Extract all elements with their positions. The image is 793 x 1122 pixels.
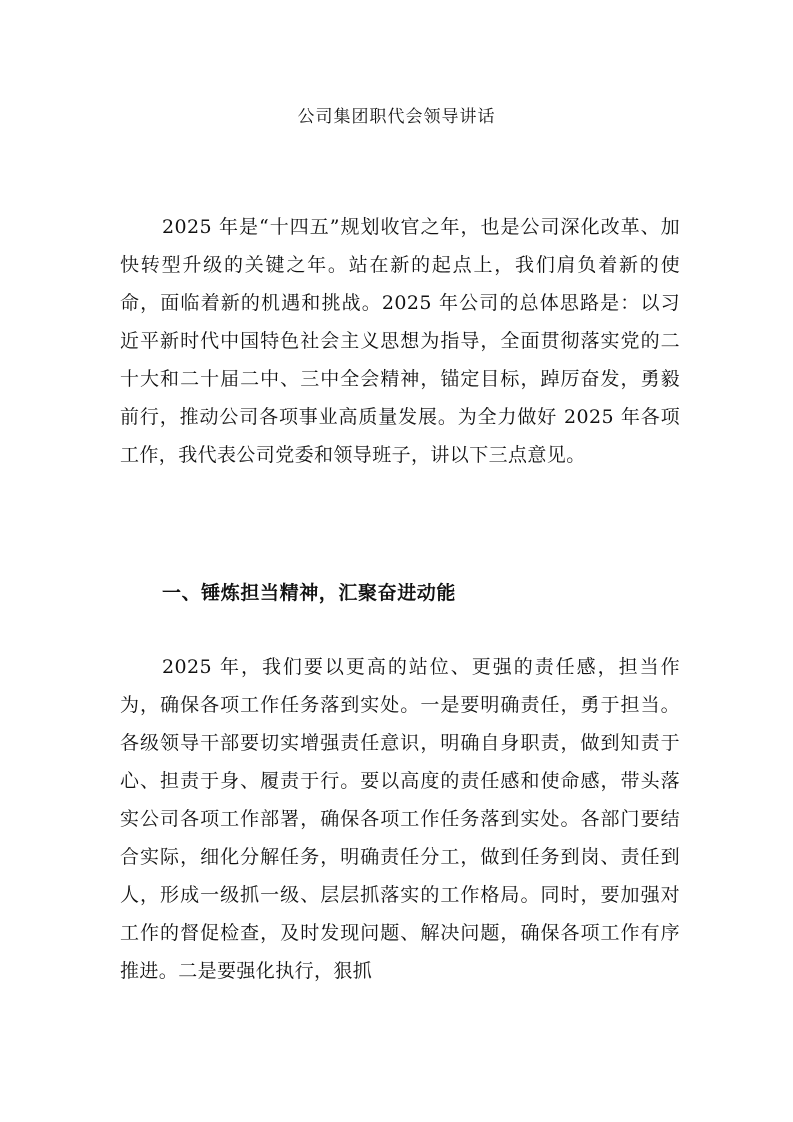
paragraph-section-1: 2025 年，我们要以更高的站位、更强的责任感，担当作为，确保各项工作任务落到实处。一是要明确责任，勇于担当。各级领导干部要切实增强责任意识，明确自身职责，做到知责于心、担责于身、履责于行。要以高度的责任感和使命感，带头落实公司各项工作部署，确保各项工作任务落到实处。各部门要结合实际，细化分解任务，明确责任分工，做到任务到岗、责任到人，形成一级抓一级、层层抓落实的工作格局。同时，要加强对工作的督促检查，及时发现问题、解决问题，确保各项工作有序推进。二是要强化执行，狠抓 <box>120 656 680 982</box>
section-heading-1: 一、锤炼担当精神，汇聚奋进动能 <box>162 582 457 604</box>
paragraph-intro: 2025 年是“十四五”规划收官之年，也是公司深化改革、加快转型升级的关键之年。站在新的起点上，我们肩负着新的使命，面临着新的机遇和挑战。2025 年公司的总体思路是：以习近平新时代中国特色社会主义思想为指导，全面贯彻落实党的二十大和二十届二中、三中全会精神，锚定目标，踔厉奋发，勇毅前行，推动公司各项事业高质量发展。为全力做好 2025 年各项工作，我代表公司党委和领导班子，讲以下三点意见。 <box>120 216 680 466</box>
document-title: 公司集团职代会领导讲话 <box>297 107 496 127</box>
